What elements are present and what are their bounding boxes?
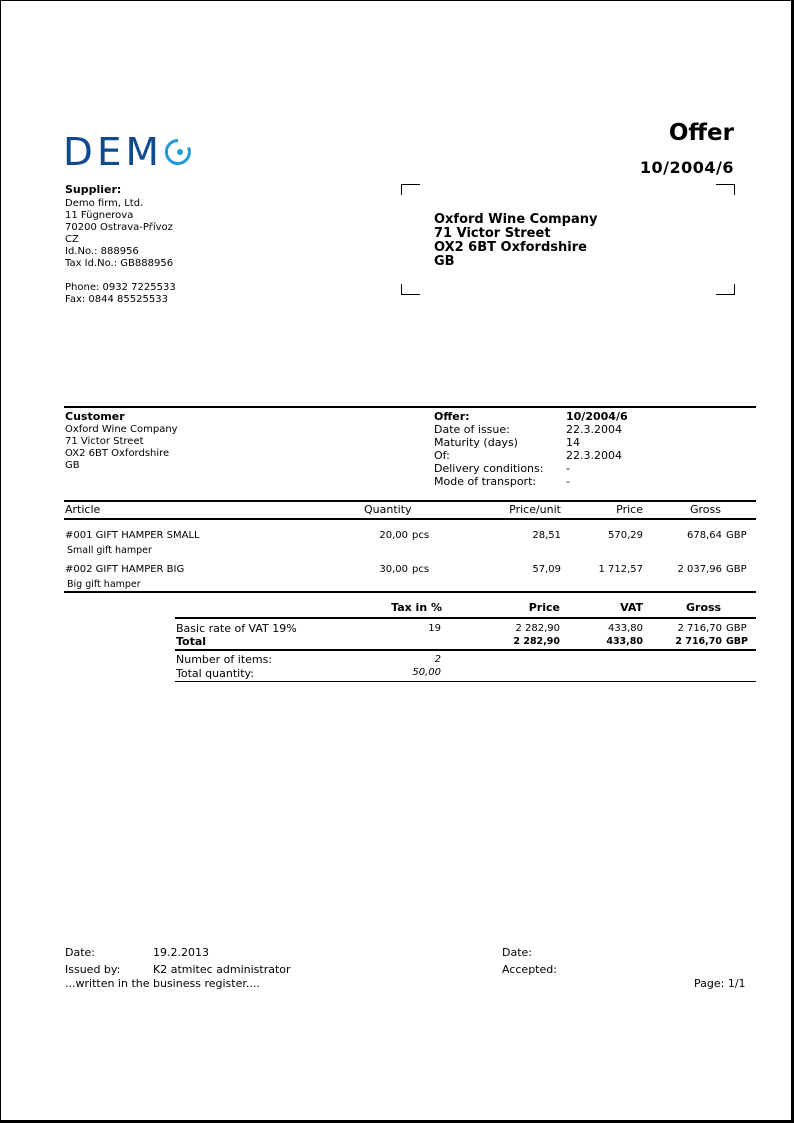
supplier-block <box>65 183 176 306</box>
column-header-price: Price <box>616 503 643 516</box>
tax-total-vat: 433,80 <box>606 636 643 647</box>
supplier-fax: Fax: 0844 85525533 <box>65 294 168 305</box>
offer-info-label: Delivery conditions: <box>434 462 544 475</box>
supplier-line: Demo firm, Ltd. <box>65 198 144 209</box>
item-currency: GBP <box>726 530 747 541</box>
table-top-rule <box>64 500 756 502</box>
supplier-phone: Phone: 0932 7225533 <box>65 282 176 293</box>
table-header-rule <box>64 518 756 520</box>
logo-text: DEM <box>63 130 164 174</box>
recipient-line: GB <box>434 254 455 269</box>
spacer <box>65 270 176 282</box>
summary-label: Total quantity: <box>176 667 254 680</box>
column-header-gross: Gross <box>690 503 721 516</box>
supplier-line: Tax Id.No.: GB888956 <box>65 258 174 269</box>
item-description: Big gift hamper <box>67 579 141 590</box>
offer-info-row <box>434 436 628 449</box>
item-gross: 678,64 <box>687 530 722 541</box>
offer-info-row <box>434 449 628 462</box>
offer-info-value: 10/2004/6 <box>566 410 628 423</box>
tax-row-vat: 433,80 <box>608 623 643 634</box>
customer-line: 71 Victor Street <box>65 436 144 447</box>
offer-info-label: Mode of transport: <box>434 475 537 488</box>
offer-info-value: 14 <box>566 436 580 449</box>
item-quantity: 20,00 <box>379 530 408 541</box>
table-bottom-rule <box>64 591 756 593</box>
tax-total-label: Total <box>176 635 207 648</box>
item-gross: 2 037,96 <box>677 564 722 575</box>
offer-info-label: Offer: <box>434 410 470 423</box>
offer-info-value: 22.3.2004 <box>566 423 622 436</box>
offer-info-row <box>434 423 628 436</box>
tax-header-rule <box>175 617 756 619</box>
offer-info-label: Date of issue: <box>434 423 510 436</box>
tax-row-rate: 19 <box>428 623 441 634</box>
supplier-line: 70200 Ostrava-Přívoz <box>65 222 173 233</box>
footer-date-label: Date: <box>65 946 95 959</box>
customer-heading: Customer <box>65 410 125 423</box>
tax-header-vat: VAT <box>620 601 643 614</box>
address-window-corner <box>716 184 735 195</box>
customer-line: OX2 6BT Oxfordshire <box>65 448 170 459</box>
offer-info <box>434 410 628 488</box>
column-header-article: Article <box>65 503 101 516</box>
address-window-corner <box>401 184 420 195</box>
offer-info-label: Maturity (days) <box>434 436 518 449</box>
summary-value: 2 <box>434 654 441 665</box>
column-header-quantity: Quantity <box>364 503 412 516</box>
footer-date-value: 19.2.2013 <box>153 946 209 959</box>
page-number: Page: 1/1 <box>694 977 746 990</box>
item-price: 570,29 <box>608 530 643 541</box>
item-unit: pcs <box>412 530 430 541</box>
footer-register-note: ...written in the business register.... <box>65 977 260 990</box>
supplier-heading: Supplier: <box>65 183 122 196</box>
summary-label: Number of items: <box>176 653 273 666</box>
item-description: Small gift hamper <box>67 545 152 556</box>
item-price: 1 712,57 <box>598 564 643 575</box>
tax-total-gross: 2 716,70 <box>675 636 722 647</box>
column-header-price-unit: Price/unit <box>509 503 561 516</box>
tax-total-price: 2 282,90 <box>513 636 560 647</box>
document-number: 10/2004/6 <box>639 158 734 177</box>
tax-row-gross: 2 716,70 <box>677 623 722 634</box>
company-logo <box>63 130 192 174</box>
supplier-line: 11 Fügnerova <box>65 210 134 221</box>
item-article: #001 GIFT HAMPER SMALL <box>65 530 200 541</box>
item-unit: pcs <box>412 564 430 575</box>
circle-dot-logo-icon <box>164 138 192 166</box>
item-article: #002 GIFT HAMPER BIG <box>65 564 185 575</box>
section-divider <box>64 406 756 408</box>
tax-row-price: 2 282,90 <box>515 623 560 634</box>
tax-row-label: Basic rate of VAT 19% <box>176 622 297 635</box>
summary-rule <box>175 681 756 682</box>
summary-value: 50,00 <box>412 667 441 678</box>
address-window-corner <box>401 284 420 295</box>
offer-info-value: - <box>566 475 570 488</box>
footer-right-date-label: Date: <box>502 946 532 959</box>
offer-info-label: Of: <box>434 449 450 462</box>
footer-issued-value: K2 atmitec administrator <box>153 963 291 976</box>
offer-info-value: 22.3.2004 <box>566 449 622 462</box>
offer-info-row <box>434 462 628 475</box>
address-window-corner <box>716 284 735 295</box>
recipient-line: OX2 6BT Oxfordshire <box>434 240 587 255</box>
recipient-line: Oxford Wine Company <box>434 212 598 227</box>
tax-total-rule <box>175 649 756 651</box>
tax-row-currency: GBP <box>726 623 747 634</box>
item-price-unit: 57,09 <box>532 564 561 575</box>
recipient-line: 71 Victor Street <box>434 226 551 241</box>
customer-line: Oxford Wine Company <box>65 424 178 435</box>
customer-block <box>65 410 178 472</box>
supplier-line: Id.No.: 888956 <box>65 246 139 257</box>
offer-info-row <box>434 410 628 423</box>
tax-header-gross: Gross <box>686 601 722 614</box>
tax-total-currency: GBP <box>726 636 749 647</box>
item-price-unit: 28,51 <box>532 530 561 541</box>
item-quantity: 30,00 <box>379 564 408 575</box>
supplier-line: CZ <box>65 234 79 245</box>
offer-info-value: - <box>566 462 570 475</box>
offer-info-row <box>434 475 628 488</box>
footer-issued-label: Issued by: <box>65 963 121 976</box>
customer-line: GB <box>65 460 80 471</box>
document-title: Offer <box>668 120 734 146</box>
recipient-address <box>434 213 597 269</box>
tax-header-price: Price <box>528 601 560 614</box>
footer-accepted-label: Accepted: <box>502 963 557 976</box>
tax-header-tax: Tax in % <box>391 601 442 614</box>
item-currency: GBP <box>726 564 747 575</box>
